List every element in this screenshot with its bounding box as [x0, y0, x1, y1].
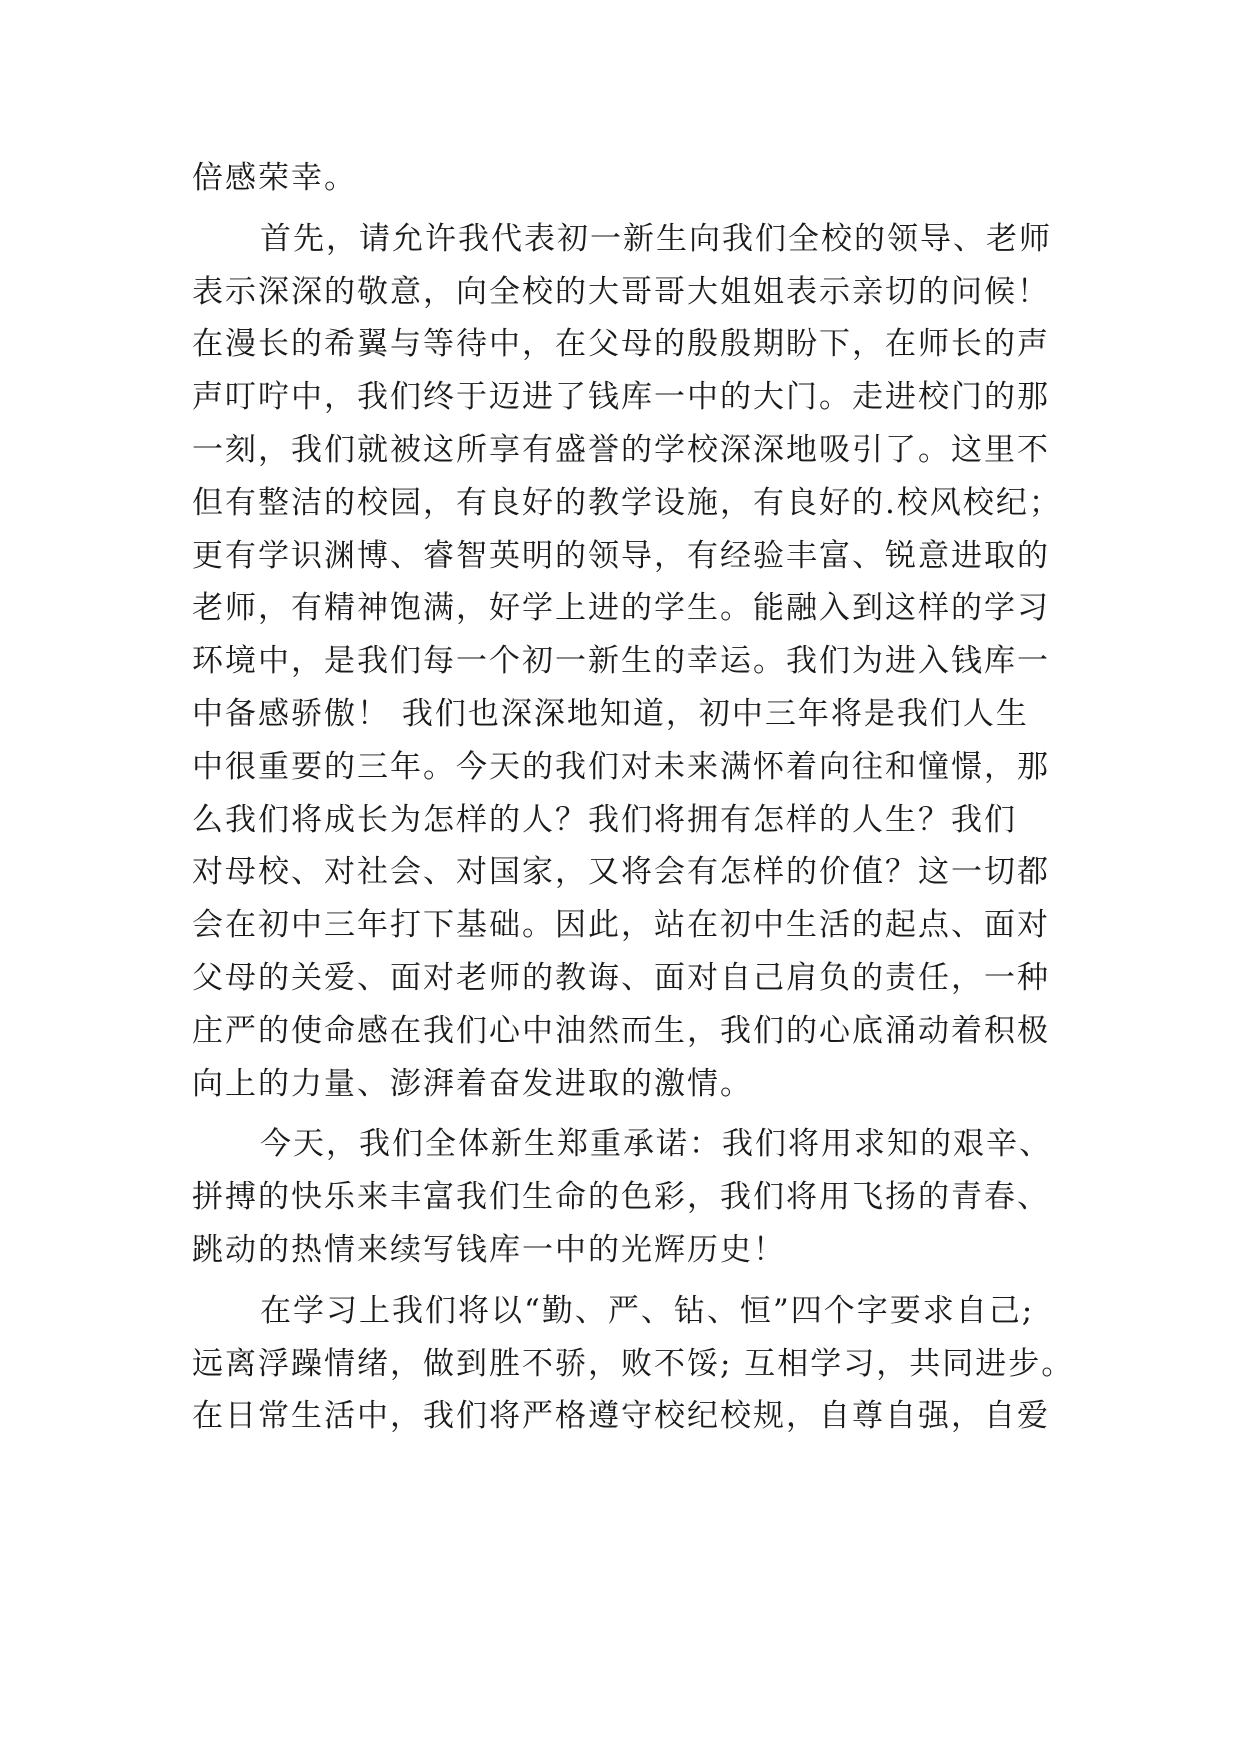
- paragraph-first-line: 今天，我们全体新生郑重承诺：我们将用求知的艰辛、: [260, 1126, 1052, 1163]
- text-line: 远离浮躁情绪，做到胜不骄，败不馁; 互相学习，共同进步。: [192, 1345, 1075, 1382]
- text-line: 声叮咛中，我们终于迈进了钱库一中的大门。走进校门的那: [192, 379, 1050, 416]
- text-line: 老师，有精神饱满，好学上进的学生。能融入到这样的学习: [192, 590, 1050, 627]
- text-line: 对母校、对社会、对国家，又将会有怎样的价值？这一切都: [192, 854, 1050, 891]
- text-line: 一刻，我们就被这所享有盛誉的学校深深地吸引了。这里不: [192, 431, 1050, 468]
- text-line: 倍感荣幸。: [192, 160, 357, 196]
- text-line: 中很重要的三年。今天的我们对未来满怀着向往和憧憬，那: [192, 748, 1050, 785]
- text-line: 拼搏的快乐来丰富我们生命的色彩，我们将用飞扬的青春、: [192, 1179, 1050, 1216]
- paragraph-first-line: 在学习上我们将以“勤、严、钻、恒”四个字要求自己;: [260, 1292, 1035, 1329]
- text-line: 会在初中三年打下基础。因此，站在初中生活的起点、面对: [192, 907, 1050, 944]
- paragraph-first-line: 首先，请允许我代表初一新生向我们全校的领导、老师: [260, 220, 1052, 257]
- text-line: 向上的力量、澎湃着奋发进取的激情。: [192, 1065, 753, 1102]
- text-line: 中备感骄傲！ 我们也深深地知道，初中三年将是我们人生: [192, 695, 1029, 732]
- text-line: 在漫长的希翼与等待中，在父母的殷殷期盼下，在师长的声: [192, 326, 1050, 363]
- text-line: 跳动的热情来续写钱库一中的光辉历史！: [192, 1231, 786, 1268]
- text-line: 环境中，是我们每一个初一新生的幸运。我们为进入钱库一: [192, 643, 1050, 680]
- text-line: 在日常生活中，我们将严格遵守校纪校规，自尊自强，自爱: [192, 1398, 1050, 1435]
- document-body: [192, 152, 1075, 1443]
- text-line: 父母的关爱、面对老师的教诲、面对自己肩负的责任，一种: [192, 959, 1050, 996]
- text-line: 么我们将成长为怎样的人？我们将拥有怎样的人生？我们: [192, 801, 1017, 838]
- text-line: 更有学识渊博、睿智英明的领导，有经验丰富、锐意进取的: [192, 537, 1050, 574]
- text-line: 但有整洁的校园，有良好的教学设施，有良好的.校风校纪；: [192, 484, 1062, 521]
- text-line: 庄严的使命感在我们心中油然而生，我们的心底涌动着积极: [192, 1012, 1050, 1049]
- text-line: 表示深深的敬意，向全校的大哥哥大姐姐表示亲切的问候！: [192, 273, 1050, 310]
